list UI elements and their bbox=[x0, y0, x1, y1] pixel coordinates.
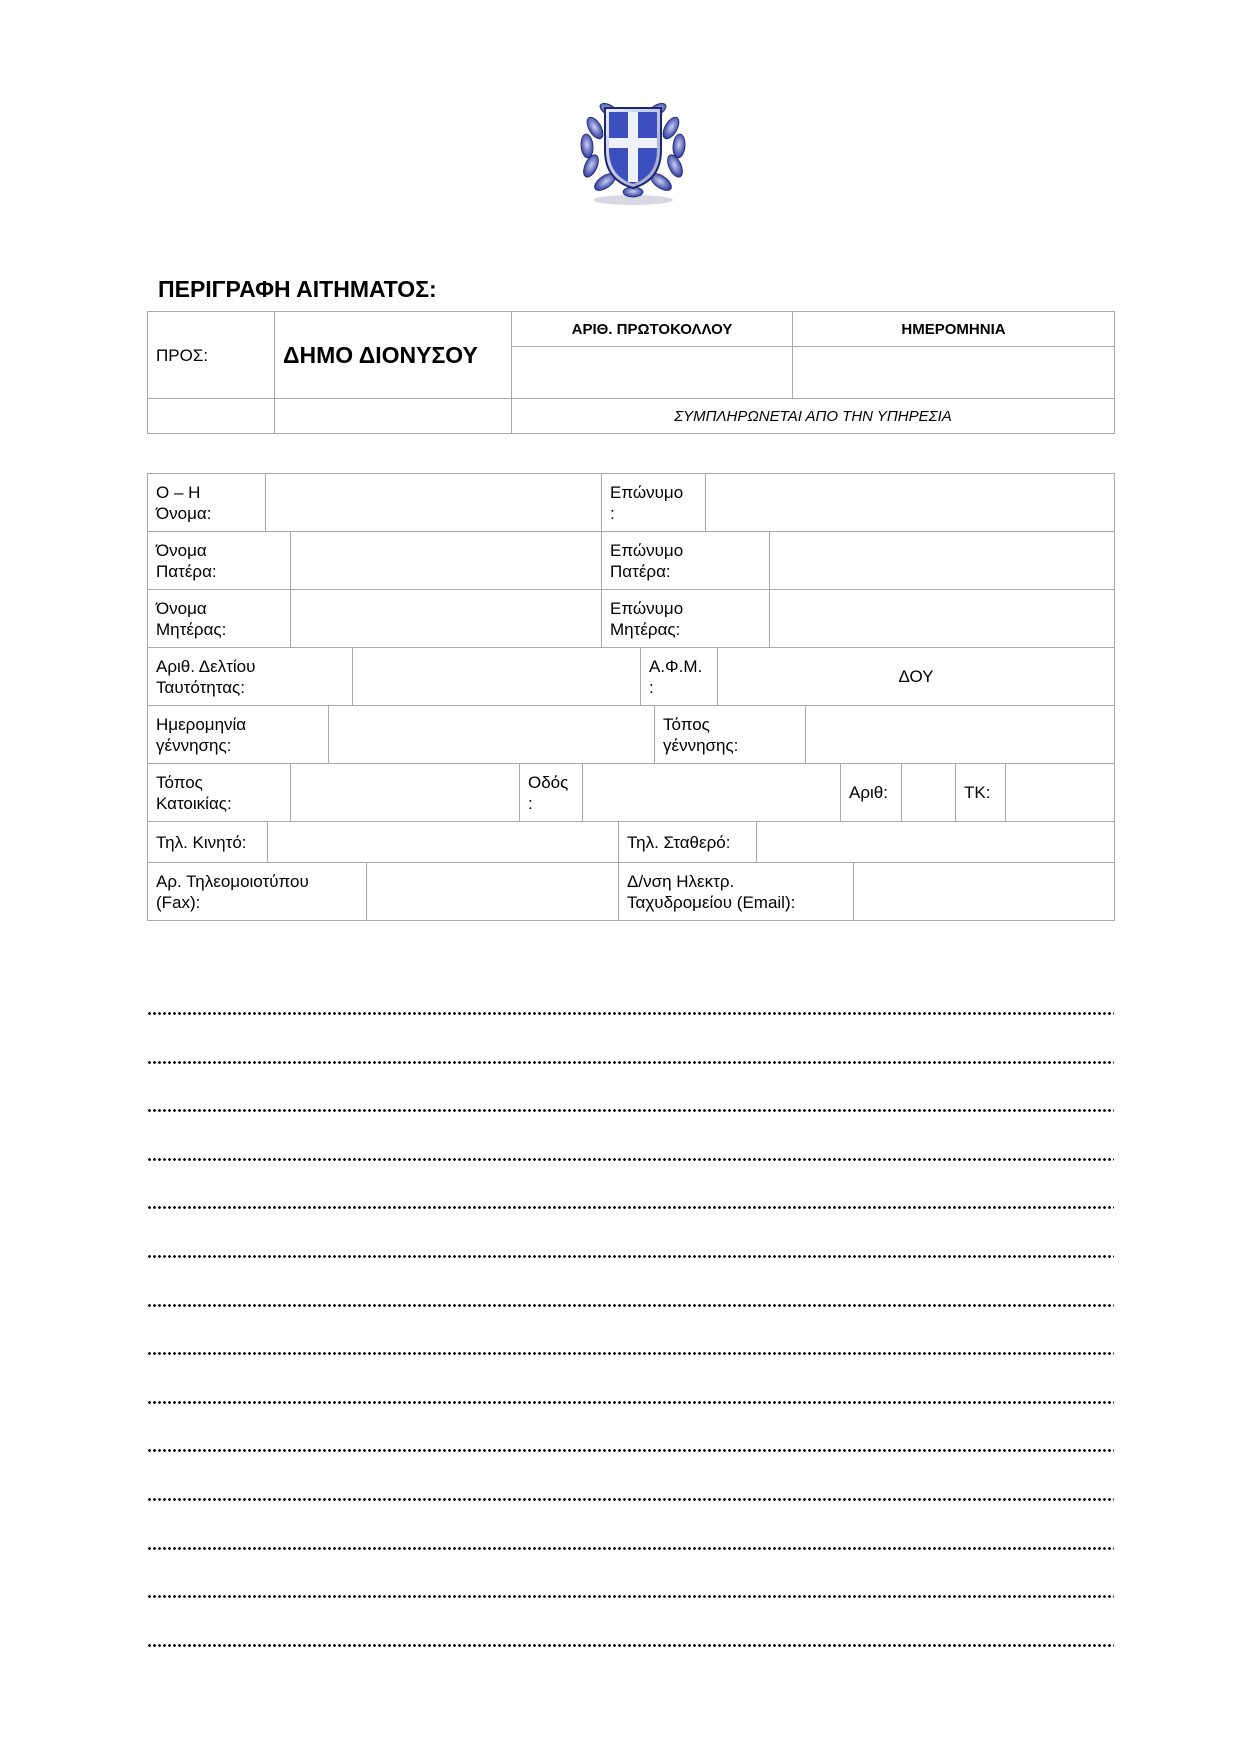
mobile-field[interactable] bbox=[268, 822, 619, 863]
postcode-field[interactable] bbox=[1006, 764, 1115, 822]
residence-field[interactable] bbox=[291, 764, 520, 822]
dotted-line[interactable] bbox=[147, 1255, 1114, 1258]
father-name-label: Όνομα Πατέρα: bbox=[148, 532, 291, 590]
dotted-line[interactable] bbox=[147, 1061, 1114, 1064]
dotted-line[interactable] bbox=[147, 1304, 1114, 1307]
recipient-protocol-table bbox=[147, 311, 1115, 434]
dotted-line[interactable] bbox=[147, 1158, 1114, 1161]
page-title: ΠΕΡΙΓΡΑΦΗ ΑΙΤΗΜΑΤΟΣ: bbox=[158, 276, 437, 302]
birth-date-field[interactable] bbox=[329, 706, 655, 764]
landline-field[interactable] bbox=[757, 822, 1115, 863]
father-name-field[interactable] bbox=[291, 532, 602, 590]
email-field[interactable] bbox=[854, 863, 1115, 921]
mother-name-label: Όνομα Μητέρας: bbox=[148, 590, 291, 648]
number-label: Αριθ: bbox=[841, 764, 902, 822]
father-surname-label: Επώνυμο Πατέρα: bbox=[602, 532, 770, 590]
form-row-name bbox=[147, 473, 1115, 532]
fax-label: Αρ. Τηλεομοιοτύπου (Fax): bbox=[148, 863, 367, 921]
landline-label: Τηλ. Σταθερό: bbox=[619, 822, 757, 863]
first-name-field[interactable] bbox=[266, 474, 602, 532]
last-name-label: Επώνυμο : bbox=[602, 474, 706, 532]
service-note: ΣΥΜΠΛΗΡΩΝΕΤΑΙ ΑΠΟ ΤΗΝ ΥΠΗΡΕΣΙΑ bbox=[512, 399, 1115, 434]
first-name-label: Ο – Η Όνομα: bbox=[148, 474, 266, 532]
protocol-number-field[interactable] bbox=[512, 347, 793, 399]
number-field[interactable] bbox=[902, 764, 956, 822]
form-row-phones bbox=[147, 821, 1115, 863]
mobile-label: Τηλ. Κινητό: bbox=[148, 822, 268, 863]
birth-date-label: Ημερομηνία γέννησης: bbox=[148, 706, 329, 764]
to-label: ΠΡΟΣ: bbox=[148, 312, 275, 399]
id-card-label: Αριθ. Δελτίου Ταυτότητας: bbox=[148, 648, 353, 706]
dotted-line[interactable] bbox=[147, 1498, 1114, 1501]
street-label: Οδός : bbox=[520, 764, 583, 822]
form-row-mother bbox=[147, 589, 1115, 648]
coat-of-arms-emblem bbox=[573, 88, 693, 208]
dotted-line[interactable] bbox=[147, 1206, 1114, 1209]
to-label-spacer bbox=[148, 399, 275, 434]
dotted-line[interactable] bbox=[147, 1109, 1114, 1112]
form-row-birth bbox=[147, 705, 1115, 764]
dotted-line[interactable] bbox=[147, 1595, 1114, 1598]
form-row-contact bbox=[147, 862, 1115, 921]
mother-surname-label: Επώνυμο Μητέρας: bbox=[602, 590, 770, 648]
residence-label: Τόπος Κατοικίας: bbox=[148, 764, 291, 822]
doy-label: ΔΟΥ bbox=[718, 648, 1115, 706]
dotted-line[interactable] bbox=[147, 1352, 1114, 1355]
mother-surname-field[interactable] bbox=[770, 590, 1115, 648]
recipient-spacer bbox=[275, 399, 512, 434]
dotted-line[interactable] bbox=[147, 1547, 1114, 1550]
protocol-number-header: ΑΡΙΘ. ΠΡΩΤΟΚΟΛΛΟΥ bbox=[512, 312, 793, 347]
afm-label: Α.Φ.Μ. : bbox=[641, 648, 718, 706]
email-label: Δ/νση Ηλεκτρ. Ταχυδρομείου (Email): bbox=[619, 863, 854, 921]
street-field[interactable] bbox=[583, 764, 841, 822]
dotted-line[interactable] bbox=[147, 1401, 1114, 1404]
form-row-id bbox=[147, 647, 1115, 706]
form-row-address bbox=[147, 763, 1115, 822]
birth-place-label: Τόπος γέννησης: bbox=[655, 706, 806, 764]
father-surname-field[interactable] bbox=[770, 532, 1115, 590]
date-header: ΗΜΕΡΟΜΗΝΙΑ bbox=[793, 312, 1115, 347]
mother-name-field[interactable] bbox=[291, 590, 602, 648]
birth-place-field[interactable] bbox=[806, 706, 1115, 764]
dotted-line[interactable] bbox=[147, 1449, 1114, 1452]
date-field[interactable] bbox=[793, 347, 1115, 399]
postcode-label: ΤΚ: bbox=[956, 764, 1006, 822]
last-name-field[interactable] bbox=[706, 474, 1115, 532]
dotted-line[interactable] bbox=[147, 1012, 1114, 1015]
id-card-field[interactable] bbox=[353, 648, 641, 706]
recipient-name: ΔΗΜΟ ΔΙΟΝΥΣΟΥ bbox=[275, 312, 512, 399]
dotted-line[interactable] bbox=[147, 1644, 1114, 1647]
form-row-father bbox=[147, 531, 1115, 590]
fax-field[interactable] bbox=[367, 863, 619, 921]
